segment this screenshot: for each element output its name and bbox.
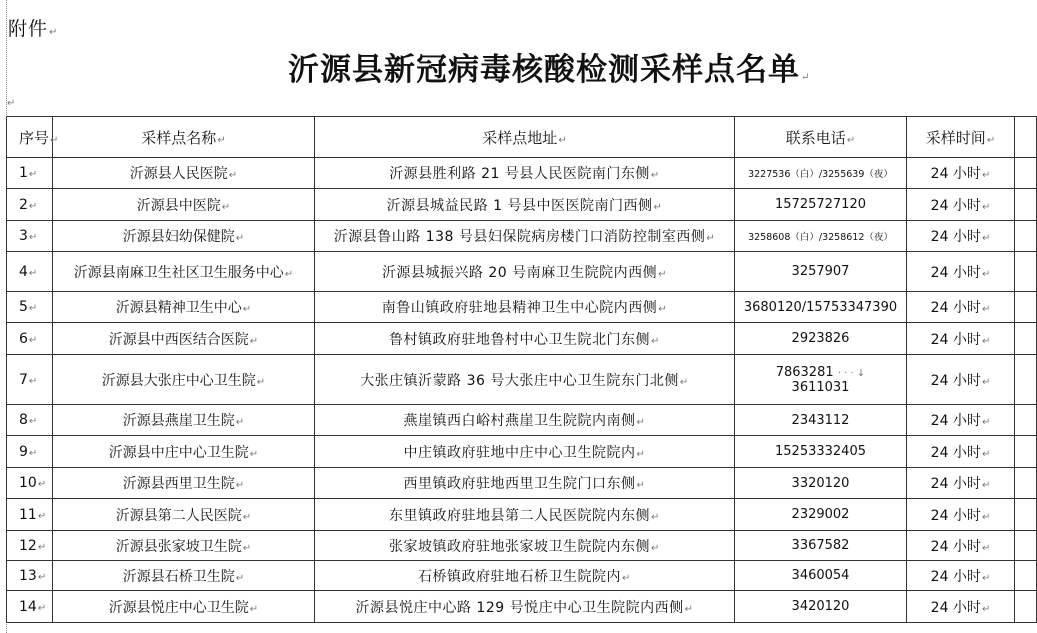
cell-phone: 3367582	[735, 531, 907, 561]
cell-name: 沂源县人民医院↵	[53, 158, 315, 189]
attachment-label: 附件↵	[8, 18, 59, 40]
cell-time: 24 小时↵	[907, 591, 1015, 623]
table-row	[7, 252, 1037, 292]
cell-extra	[1015, 323, 1037, 355]
cell-name: 沂源县中庄中心卫生院↵	[53, 436, 315, 468]
cell-address: 西里镇政府驻地西里卫生院门口东侧↵	[315, 468, 735, 499]
cell-no: 7↵	[7, 355, 53, 405]
cell-address: 大张庄镇沂蒙路 36 号大张庄中心卫生院东门北侧↵	[315, 355, 735, 405]
cell-name: 沂源县南麻卫生社区卫生服务中心↵	[53, 252, 315, 292]
table-row	[7, 405, 1037, 436]
table-row	[7, 292, 1037, 323]
cell-time: 24 小时↵	[907, 405, 1015, 436]
cell-phone: 3227536（白）/3255639（夜）	[735, 158, 907, 189]
cell-time: 24 小时↵	[907, 323, 1015, 355]
cell-extra	[1015, 221, 1037, 252]
cell-extra	[1015, 499, 1037, 531]
cell-time: 24 小时↵	[907, 355, 1015, 405]
cell-no: 3↵	[7, 221, 53, 252]
table-row	[7, 499, 1037, 531]
cell-name: 沂源县中西医结合医院↵	[53, 323, 315, 355]
cell-address: 中庄镇政府驻地中庄中心卫生院院内↵	[315, 436, 735, 468]
header-extra	[1015, 117, 1037, 158]
cell-time: 24 小时↵	[907, 252, 1015, 292]
document-title: 沂源县新冠病毒核酸检测采样点名单↵	[288, 52, 811, 88]
cell-time: 24 小时↵	[907, 468, 1015, 499]
cell-address: 沂源县悦庄中心路 129 号悦庄中心卫生院院内西侧↵	[315, 591, 735, 623]
cell-phone: 3420120	[735, 591, 907, 623]
cell-extra	[1015, 405, 1037, 436]
cell-time: 24 小时↵	[907, 531, 1015, 561]
cell-phone: 3258608（白）/3258612（夜）	[735, 221, 907, 252]
cell-no: 2↵	[7, 189, 53, 221]
cell-address: 张家坡镇政府驻地张家坡卫生院院内东侧↵	[315, 531, 735, 561]
header-no: 序号↵	[7, 117, 53, 158]
table-row	[7, 591, 1037, 623]
header-name: 采样点名称↵	[53, 117, 315, 158]
cell-no: 9↵	[7, 436, 53, 468]
cell-time: 24 小时↵	[907, 292, 1015, 323]
cell-phone: 3680120/15753347390	[735, 292, 907, 323]
table-row	[7, 436, 1037, 468]
cell-no: 10↵	[7, 468, 53, 499]
cell-extra	[1015, 252, 1037, 292]
cell-time: 24 小时↵	[907, 561, 1015, 591]
cell-phone: 7863281 · · · ↓ 3611031	[735, 355, 907, 405]
cell-phone: 15725727120	[735, 189, 907, 221]
cell-phone: 15253332405	[735, 436, 907, 468]
cell-address: 沂源县城振兴路 20 号南麻卫生院院内西侧↵	[315, 252, 735, 292]
cell-extra	[1015, 591, 1037, 623]
cell-address: 鲁村镇政府驻地鲁村中心卫生院北门东侧↵	[315, 323, 735, 355]
cell-time: 24 小时↵	[907, 189, 1015, 221]
cell-extra	[1015, 436, 1037, 468]
cell-name: 沂源县西里卫生院↵	[53, 468, 315, 499]
cell-extra	[1015, 468, 1037, 499]
paragraph-mark: ↵	[7, 98, 16, 109]
cell-time: 24 小时↵	[907, 158, 1015, 189]
sampling-sites-table	[6, 116, 1037, 623]
cell-no: 14↵	[7, 591, 53, 623]
cell-name: 沂源县大张庄中心卫生院↵	[53, 355, 315, 405]
cell-phone: 3257907	[735, 252, 907, 292]
cell-no: 11↵	[7, 499, 53, 531]
cell-name: 沂源县悦庄中心卫生院↵	[53, 591, 315, 623]
table-row	[7, 355, 1037, 405]
cell-time: 24 小时↵	[907, 221, 1015, 252]
cell-no: 8↵	[7, 405, 53, 436]
header-address: 采样点地址↵	[315, 117, 735, 158]
cell-no: 4↵	[7, 252, 53, 292]
cell-name: 沂源县中医院↵	[53, 189, 315, 221]
cell-address: 燕崖镇西白峪村燕崖卫生院院内南侧↵	[315, 405, 735, 436]
cell-name: 沂源县张家坡卫生院↵	[53, 531, 315, 561]
cell-address: 沂源县胜利路 21 号县人民医院南门东侧↵	[315, 158, 735, 189]
cell-no: 6↵	[7, 323, 53, 355]
cell-name: 沂源县妇幼保健院↵	[53, 221, 315, 252]
cell-name: 沂源县石桥卫生院↵	[53, 561, 315, 591]
cell-name: 沂源县第二人民医院↵	[53, 499, 315, 531]
cell-extra	[1015, 531, 1037, 561]
cell-extra	[1015, 158, 1037, 189]
table-header-row	[7, 117, 1037, 158]
cell-name: 沂源县燕崖卫生院↵	[53, 405, 315, 436]
table-row	[7, 531, 1037, 561]
cell-phone: 3460054	[735, 561, 907, 591]
table-row	[7, 323, 1037, 355]
cell-address: 石桥镇政府驻地石桥卫生院院内↵	[315, 561, 735, 591]
cell-extra	[1015, 561, 1037, 591]
table-row	[7, 189, 1037, 221]
cell-phone: 2923826	[735, 323, 907, 355]
cell-time: 24 小时↵	[907, 499, 1015, 531]
cell-address: 东里镇政府驻地县第二人民医院院内东侧↵	[315, 499, 735, 531]
table-row	[7, 561, 1037, 591]
cell-no: 13↵	[7, 561, 53, 591]
cell-no: 12↵	[7, 531, 53, 561]
header-time: 采样时间↵	[907, 117, 1015, 158]
cell-address: 沂源县城益民路 1 号县中医医院南门西侧↵	[315, 189, 735, 221]
cell-address: 沂源县鲁山路 138 号县妇保院病房楼门口消防控制室西侧↵	[315, 221, 735, 252]
cell-no: 1↵	[7, 158, 53, 189]
cell-no: 5↵	[7, 292, 53, 323]
cell-extra	[1015, 292, 1037, 323]
cell-extra	[1015, 189, 1037, 221]
cell-address: 南鲁山镇政府驻地县精神卫生中心院内西侧↵	[315, 292, 735, 323]
table-row	[7, 468, 1037, 499]
cell-phone: 2329002	[735, 499, 907, 531]
cell-phone: 3320120	[735, 468, 907, 499]
header-phone: 联系电话↵	[735, 117, 907, 158]
table-row	[7, 158, 1037, 189]
cell-time: 24 小时↵	[907, 436, 1015, 468]
cell-extra	[1015, 355, 1037, 405]
cell-name: 沂源县精神卫生中心↵	[53, 292, 315, 323]
cell-phone: 2343112	[735, 405, 907, 436]
table-row	[7, 221, 1037, 252]
